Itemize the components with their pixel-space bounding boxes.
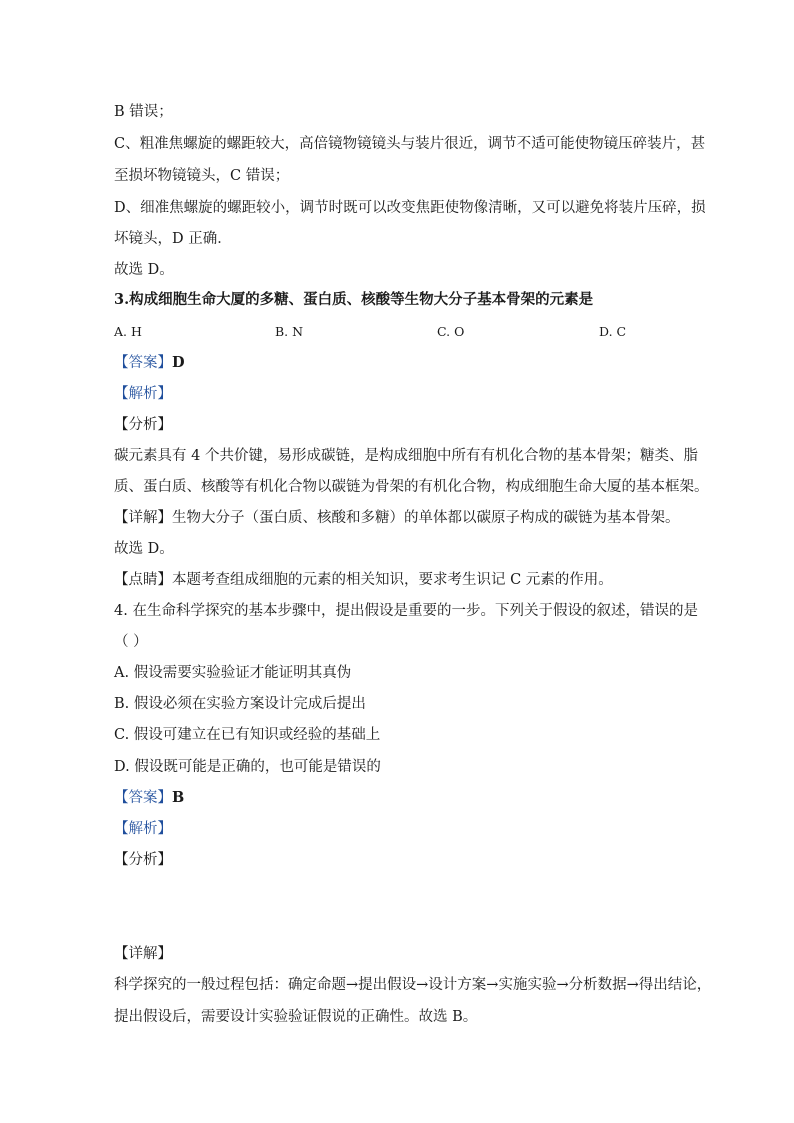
detail-line [114, 508, 694, 528]
answer-tag: 【答案】 [114, 790, 172, 806]
text-line: 至损坏物镜镜头，C 错误； [114, 168, 290, 184]
question-3-options [114, 322, 694, 342]
dianjing-tag: 【点睛】 [114, 572, 172, 588]
text-line: D、细准焦螺旋的螺距较小，调节时既可以改变焦距使物像清晰，又可以避免将装片压碎，损 [114, 200, 706, 216]
answer-line [114, 353, 694, 373]
question-4-blank: （ ） [114, 634, 148, 650]
detail-text: 生物大分子（蛋白质、核酸和多糖）的单体都以碳原子构成的碳链为基本骨架。 [172, 510, 680, 526]
text-line: B 错误； [114, 104, 173, 120]
option-a: A. H [114, 324, 142, 339]
option-b: B. 假设必须在实验方案设计完成后提出 [114, 696, 366, 712]
text-line: C、粗准焦螺旋的螺距较大，高倍镜物镜镜头与装片很近，调节不适可能使物镜压碎装片，甚 [114, 136, 706, 152]
answer-value: D [172, 354, 185, 371]
analysis-tag: 【解析】 [114, 386, 172, 402]
text-line: 碳元素具有 4 个共价键，易形成碳链，是构成细胞中所有有机化合物的基本骨架；糖类、脂 [114, 448, 698, 464]
text-line: 故选 D。 [114, 541, 174, 557]
detail-tag: 【详解】 [114, 946, 172, 962]
option-b: B. N [275, 324, 304, 339]
answer-line [114, 788, 694, 808]
text-line: 科学探究的一般过程包括：确定命题→提出假设→设计方案→实施实验→分析数据→得出结论， [114, 977, 712, 993]
option-a: A. 假设需要实验验证才能证明其真伪 [114, 665, 352, 681]
dianjing-text: 本题考查组成细胞的元素的相关知识，要求考生识记 C 元素的作用。 [172, 572, 613, 588]
question-4-stem: 4. 在生命科学探究的基本步骤中，提出假设是重要的一步。下列关于假设的叙述，错误的是 [114, 603, 698, 619]
fenxi-tag: 【分析】 [114, 417, 172, 433]
text-line: 提出假设后，需要设计实验验证假说的正确性。故选 B。 [114, 1009, 478, 1025]
analysis-tag: 【解析】 [114, 821, 172, 837]
dianjing-line [114, 570, 694, 590]
answer-value: B [172, 789, 185, 806]
option-c: C. 假设可建立在已有知识或经验的基础上 [114, 727, 381, 743]
detail-tag: 【详解】 [114, 510, 172, 526]
text-line: 故选 D。 [114, 262, 174, 278]
option-d: D. 假设既可能是正确的，也可能是错误的 [114, 759, 381, 775]
answer-tag: 【答案】 [114, 355, 172, 371]
option-d: D. C [599, 324, 627, 339]
fenxi-tag: 【分析】 [114, 852, 172, 868]
text-line: 质、蛋白质、核酸等有机化合物以碳链为骨架的有机化合物，构成细胞生命大厦的基本框架。 [114, 479, 709, 495]
text-line: 坏镜头，D 正确． [114, 231, 232, 247]
option-c: C. O [437, 324, 465, 339]
question-3-stem: 3.构成细胞生命大厦的多糖、蛋白质、核酸等生物大分子基本骨架的元素是 [114, 291, 594, 308]
